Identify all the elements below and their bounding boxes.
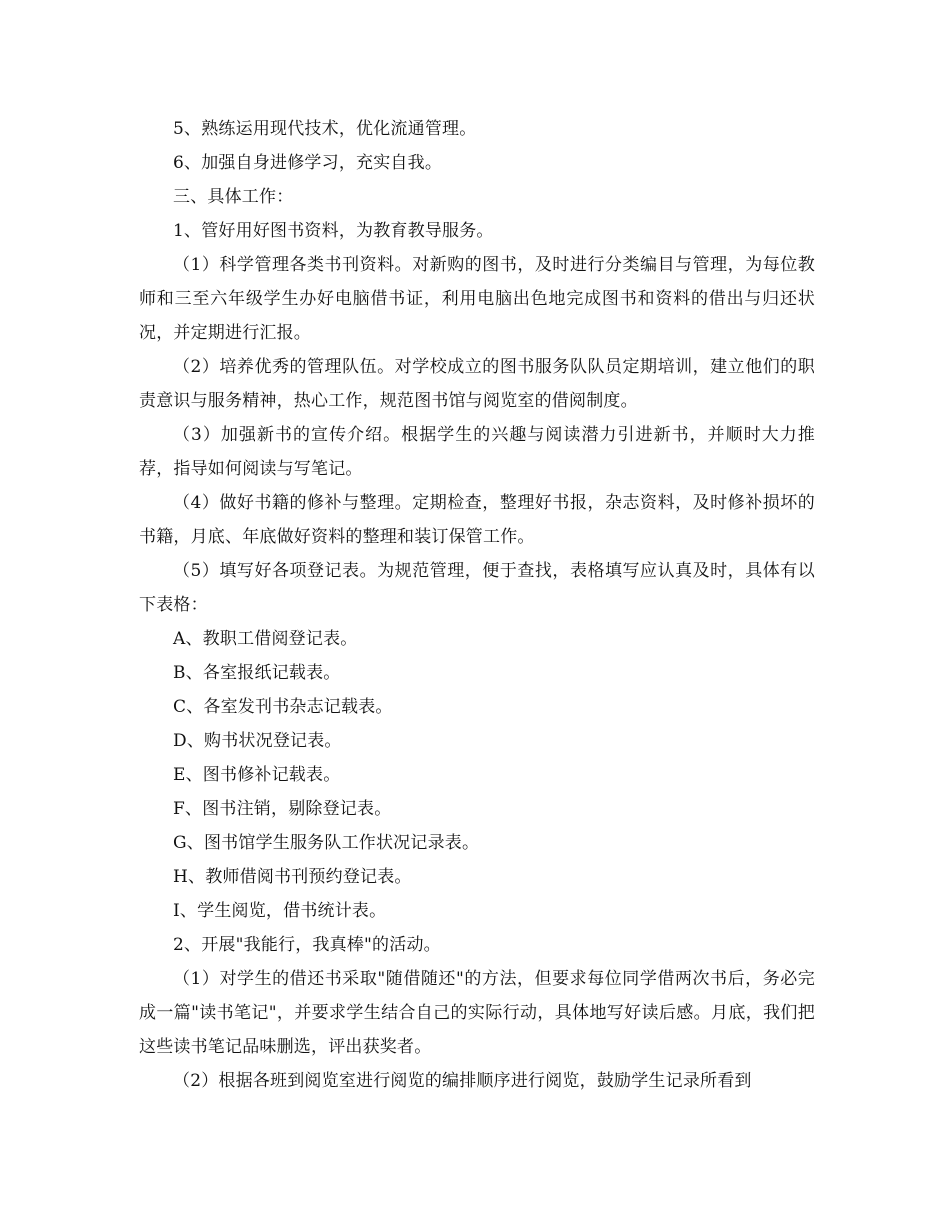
- paragraph-item-5: 5、熟练运用现代技术，优化流通管理。: [173, 119, 477, 139]
- paragraph-item-2: 2、开展"我能行，我真棒"的活动。: [173, 935, 441, 955]
- paragraph-subitem-3: （3）加强新书的宣传介绍。根据学生的兴趣与阅读潜力引进新书，并顺时大力推荐，指导如何阅读与写笔记。: [139, 425, 815, 479]
- paragraph-subitem-4: （4）做好书籍的修补与整理。定期检查，整理好书报，杂志资料，及时修补损坏的书籍，月底、年底做好资料的整理和装订保管工作。: [139, 493, 815, 547]
- section-heading-specific-work: 三、具体工作：: [173, 187, 294, 207]
- form-list-item-i: I、学生阅览，借书统计表。: [173, 901, 387, 921]
- form-list-item-h: H、教师借阅书刊预约登记表。: [173, 867, 412, 887]
- form-list-item-c: C、各室发刊书杂志记载表。: [173, 697, 393, 717]
- paragraph-subitem-2: （2）培养优秀的管理队伍。对学校成立的图书服务队队员定期培训，建立他们的职责意识与服务精神，热心工作，规范图书馆与阅览室的借阅制度。: [139, 357, 815, 411]
- form-list-item-g: G、图书馆学生服务队工作状况记录表。: [173, 833, 480, 853]
- paragraph-item-6: 6、加强自身进修学习，充实自我。: [173, 153, 443, 173]
- paragraph-activity-subitem-2: （2）根据各班到阅览室进行阅览的编排顺序进行阅览，鼓励学生记录所看到: [173, 1071, 752, 1091]
- paragraph-subitem-1: （1）科学管理各类书刊资料。对新购的图书，及时进行分类编目与管理，为每位教师和三至六年级学生办好电脑借书证，利用电脑出色地完成图书和资料的借出与归还状况，并定期进行汇报。: [139, 255, 815, 343]
- paragraph-subitem-5: （5）填写好各项登记表。为规范管理，便于查找，表格填写应认真及时，具体有以下表格：: [139, 561, 815, 615]
- form-list-item-f: F、图书注销，剔除登记表。: [173, 799, 392, 819]
- form-list-item-d: D、购书状况登记表。: [173, 731, 342, 751]
- form-list-item-b: B、各室报纸记载表。: [173, 663, 341, 683]
- form-list-item-e: E、图书修补记载表。: [173, 765, 341, 785]
- document-body: [139, 112, 815, 1098]
- paragraph-item-1: 1、管好用好图书资料，为教育教导服务。: [173, 221, 494, 241]
- form-list-item-a: A、教职工借阅登记表。: [173, 629, 358, 649]
- paragraph-activity-subitem-1: （1）对学生的借还书采取"随借随还"的方法，但要求每位同学借两次书后，务必完成一篇"读书笔记"，并要求学生结合自己的实际行动，具体地写好读后感。月底，我们把这些读书笔记品味删选，评出获奖者。: [139, 969, 815, 1057]
